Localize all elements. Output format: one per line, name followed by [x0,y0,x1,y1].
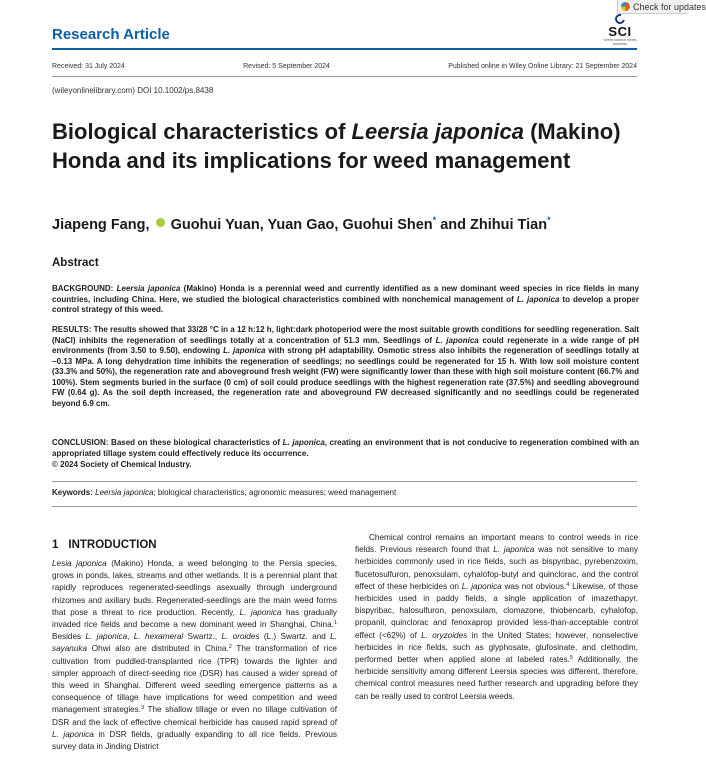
results-label: RESULTS: [52,325,92,334]
keywords-line [52,488,396,497]
intro-text-2: has gradually invaded rice fields and become a new dominant weed in Shanghai, China. [52,607,337,630]
ref-5[interactable]: 5 [569,655,573,662]
abstract-results [52,325,639,409]
background-text-2: to develop a proper control strategy of this weed. [52,294,639,314]
abstract-background [52,284,639,316]
intro-species-2: L. japonica [239,607,282,617]
intro-text-9: The shallow tillage or even no tillage cultivation of DSR and the lack of effective chemical herbicide has caused rapid spread of [52,705,337,727]
authors-2[interactable]: Guohui Yuan, Yuan Gao, Guohui Shen [170,217,433,233]
corresponding-star-2: * [547,215,551,225]
intro-text-7: Ohwi also are distributed in China. [87,644,229,654]
sci-logo-text: SCI [608,24,632,39]
check-for-updates-badge[interactable] [617,0,706,14]
section-heading-introduction [52,538,337,552]
received-date: Received: 31 July 2024 [52,63,125,70]
body-column-left [52,538,337,753]
published-date: Published online in Wiley Online Library: 21 September 2024 [448,63,637,70]
body-column-right [355,532,638,703]
dates-rule [52,76,637,77]
results-text-1: The results showed that 33/28 °C in a 12 h:12 h, light:dark photoperiod were the most suitable growth conditions for seedling regeneration. Salt (NaCl) inhibits the regeneration of seedlings totally at a concentration of 51.3 mm. Seedlings of [52,325,639,345]
right-text-4: Likewise, of those herbicides used in paddy fields, a single application of imazethapyr, bispyribac, halosulfuron, penoxsulam, clomazone, thiobencarb, cyhalofop, propanil, quinclorac and fenoxaprop provided less-than-acceptable control effect (<62%) of [355,581,639,640]
article-title [52,117,637,175]
right-text-2: was not sensitive to many herbicides commonly used in rice fields, such as bispyribac, pyrebenzoxim, flucetosulfuron, penoxsulam, cyhalofop-butyl and quinclorac, and the control effect of these herbicides on [355,545,638,591]
section-number: 1 [52,539,59,551]
title-species: Leersia japonica [351,119,524,144]
intro-paragraph-1 [52,558,337,753]
keywords-top-rule [52,481,637,482]
ref-3[interactable]: 3 [141,705,145,712]
conclusion-text-1: Based on these biological characteristics of [108,438,283,447]
keywords-bottom-rule [52,506,637,507]
sci-logo-tagline: where science meets business [603,38,637,46]
results-species-1: L. japonica [435,335,479,345]
journal-header [52,26,637,48]
background-species: Leersia japonica [116,284,181,293]
intro-species-4: L. hexameral [133,632,184,642]
doi-line[interactable]: (wileyonlinelibrary.com) DOI 10.1002/ps.8438 [52,86,214,95]
title-part-2: (Makino) Honda and its implications for weed management [52,119,621,173]
right-text-5: in the United States; however, nonselective herbicides in rice fields, such as glyphosate, glufosinate, and clethodim, performed better when applied alone at labeled rates. [355,630,638,665]
conclusion-label: CONCLUSION: [52,438,109,447]
intro-text-6: (L.) Swartz. and [259,632,331,642]
intro-species-7: L. japonica [52,729,94,739]
background-species-2: L. japonica [516,294,560,304]
right-species-1: L. japonica [493,545,535,555]
ref-4[interactable]: 4 [566,581,570,588]
intro-text-8: The transformation of rice cultivation from puddled-transplanted rice (TPR) towards the lighter and simpler approach of direct-seeding rice (DSR) has caused a wider spread of this weed in Shanghai. Different weed seedling emergence patterns as a consequence of tillage have implications for weed competition and weed management strategies. [52,644,337,715]
intro-text-5: Swartz., [183,632,222,642]
conclusion-text-2: , creating an environment that is not conducive to regeneration combined with an appropriated tillage system could effectively reduce its occurrence. [52,438,639,458]
section-title: INTRODUCTION [68,539,157,551]
conclusion-species: L. japonica [282,438,325,447]
check-for-updates-label: Check for updates [633,1,706,12]
intro-text-10: in DSR fields, gradually expanding to all rice fields. Previous survey data in Jinding District [52,729,337,752]
ref-2[interactable]: 2 [228,644,232,651]
intro-text-4: , [127,632,134,642]
corresponding-star-1: * [432,215,437,225]
intro-species-6: L. sayanuka [52,632,337,654]
article-type: Research Article [52,26,170,43]
authors-3[interactable]: and Zhihui Tian [440,217,548,233]
header-rule [52,48,637,50]
crossmark-icon [621,2,630,11]
ref-1[interactable]: 1 [333,620,337,627]
orcid-icon[interactable] [156,218,165,227]
intro-species-5: L. oroides [221,632,260,642]
right-text-3: was not obvious. [501,581,567,591]
abstract-heading: Abstract [52,257,99,269]
results-text-3: with strong pH adaptability. Osmotic stress also inhibits the regeneration of seedlings totally at −0.13 MPa. A long dehydration time inhibits the regeneration of seedlings; no seedlings could be regenerated for 15 h. With low soil moisture content (33.3% and 50%), the regeneration rate and aboveground fresh weight (FW) were significantly lower than these with high soil moisture content (66.7% and 100%). Stem segments buried in the surface (0 cm) of soil could produce seedlings with the highest regeneration rate (37.5%) and seedling aboveground FW (0.64 g). As the soil depth increased, the regeneration rate and aboveground FW decreased significantly and no seedlings could be regenerated beyond 6.9 cm. [52,346,640,408]
intro-text-3: Besides [52,632,86,642]
intro-paragraph-2 [355,532,638,703]
keywords-rest: ; biological characteristics; agronomic measures; weed management [153,488,397,497]
right-species-3: L. oryzoides [421,630,468,640]
author-1[interactable]: Jiapeng Fang, [52,217,150,233]
right-text-6: Additionally, the herbicide sensitivity among different Leersia species was different, therefore, chemical control measures need further research and upgrading before they can be really used to control Leersia weeds. [355,655,638,701]
copyright-notice: © 2024 Society of Chemical Industry. [52,460,192,469]
right-text-1: Chemical control remains an important means to control weeds in rice fields. Previous research found that [355,533,638,555]
intro-text-1: (Makino) Honda, a weed belonging to the Persia species, grows in ponds, lakes, streams and other wetlands. It is a perennial plant that rapidly reproduces regenerated-seedlings asexually through underground rhizomes and axillary buds. Regenerated-seedlings are the main weed forms that pose a threat to rice production. Recently, [52,559,337,617]
background-label: BACKGROUND: [52,284,114,293]
results-species-2: L. japonica [223,346,266,355]
intro-species-3: L. japonica [85,632,128,642]
author-list [52,215,647,233]
publication-dates [52,63,637,70]
sci-logo [603,14,637,46]
results-text-2: could regenerate in a wide range of pH environments (from 3.50 to 9.50), endowing [52,335,639,355]
background-text-1: (Makino) Honda is a perennial weed and currently identified as a new dominant weed species in rice fields in many countries, including China. Here, we studied the biological characteristics combined with nonchemical management of [52,284,639,304]
abstract-conclusion [52,438,639,459]
title-part-1: Biological characteristics of [52,119,352,144]
keywords-species: Leersia japonica [95,488,154,497]
revised-date: Revised: 5 September 2024 [243,63,330,70]
right-species-2: L. japonica [461,581,502,591]
intro-species-1: Lesia japonica [52,559,107,568]
keywords-label: Keywords: [52,488,93,497]
